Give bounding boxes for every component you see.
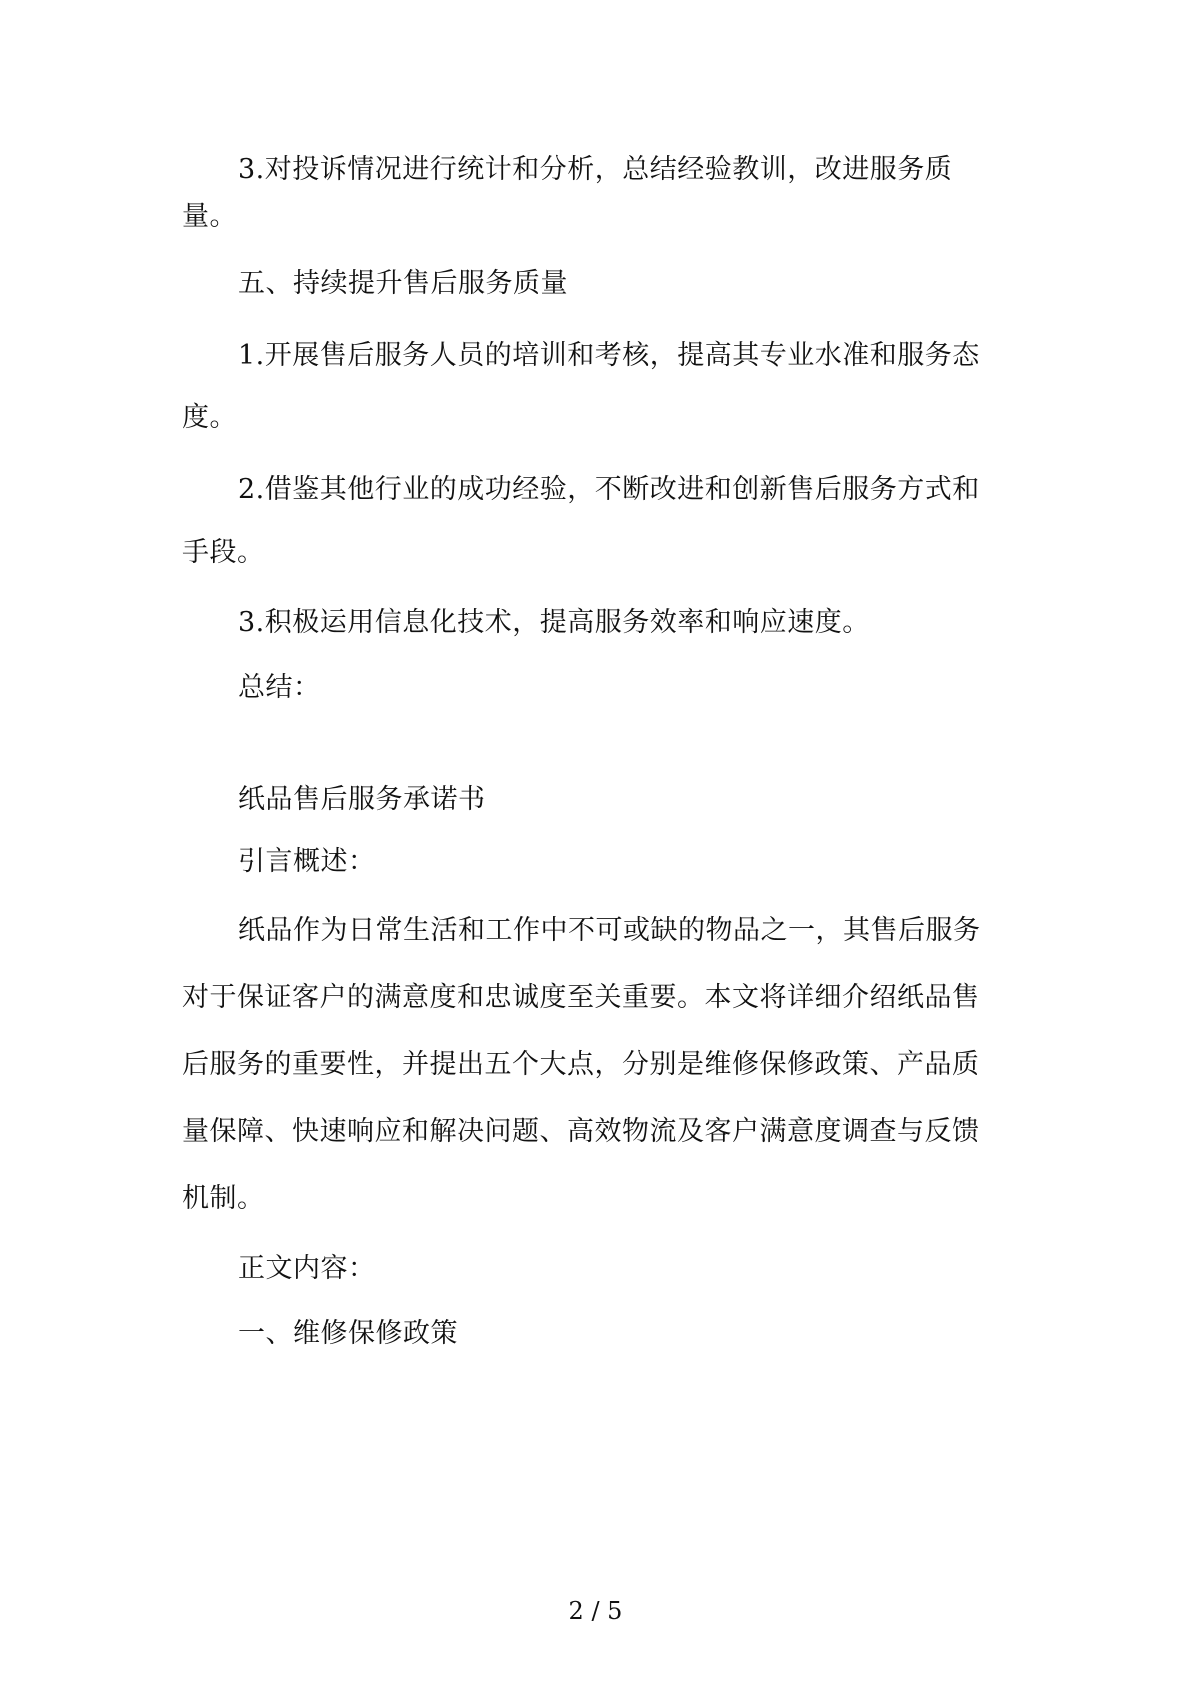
section-heading: 一、维修保修政策 <box>238 1318 458 1349</box>
paragraph-line: 手段。 <box>182 537 265 568</box>
paragraph-line: 2.借鉴其他行业的成功经验，不断改进和创新售后服务方式和 <box>238 474 980 505</box>
paragraph-line: 机制。 <box>182 1183 265 1214</box>
paragraph-line: 1.开展售后服务人员的培训和考核，提高其专业水准和服务态 <box>238 340 980 371</box>
body-heading: 正文内容： <box>238 1253 376 1284</box>
paragraph-line: 度。 <box>182 402 237 433</box>
paragraph-line: 3.对投诉情况进行统计和分析，总结经验教训，改进服务质 <box>238 154 953 185</box>
document-title: 纸品售后服务承诺书 <box>238 784 486 815</box>
paragraph-line: 对于保证客户的满意度和忠诚度至关重要。本文将详细介绍纸品售 <box>182 982 980 1013</box>
paragraph-line: 量保障、快速响应和解决问题、高效物流及客户满意度调查与反馈 <box>182 1116 980 1147</box>
summary-heading: 总结： <box>238 672 321 703</box>
paragraph-line: 3.积极运用信息化技术，提高服务效率和响应速度。 <box>238 607 870 638</box>
intro-heading: 引言概述： <box>238 846 376 877</box>
section-heading: 五、持续提升售后服务质量 <box>238 268 568 299</box>
paragraph-line: 纸品作为日常生活和工作中不可或缺的物品之一，其售后服务 <box>238 915 981 946</box>
paragraph-line: 后服务的重要性，并提出五个大点，分别是维修保修政策、产品质 <box>182 1049 980 1080</box>
paragraph-line: 量。 <box>182 201 237 232</box>
page-number: 2 / 5 <box>568 1597 623 1625</box>
